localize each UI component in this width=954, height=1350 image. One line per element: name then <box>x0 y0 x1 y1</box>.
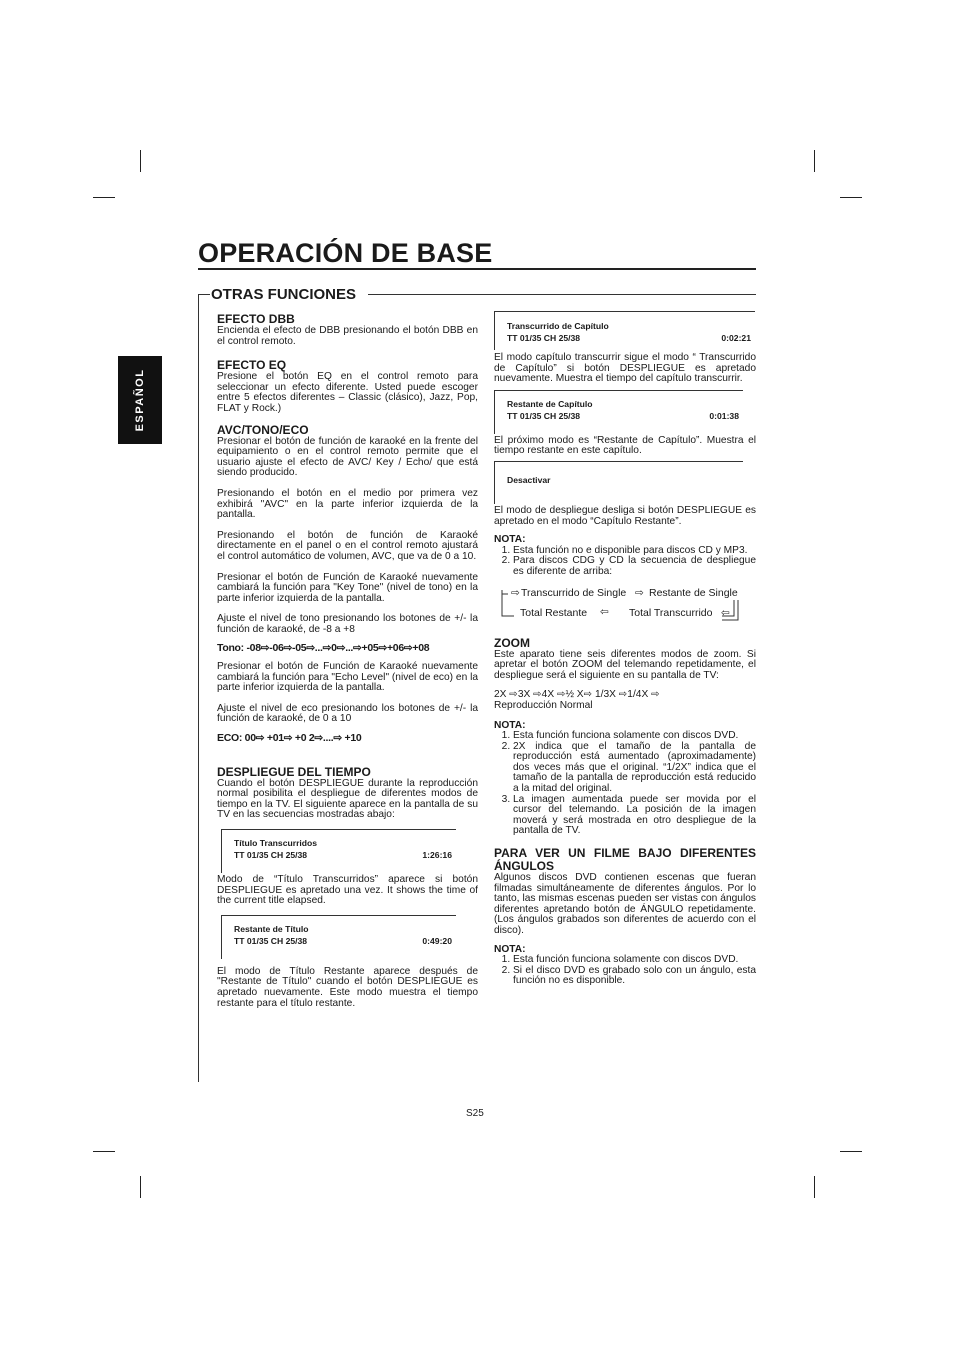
crop-mark <box>840 197 862 198</box>
note-item: 3. La imagen aumentada puede ser movida por el cursor del telemando. La posición de la imagen moverá y será mostrada en otro despliegue de la pantalla de TV. <box>513 795 756 837</box>
display-box-info: TT 01/35 CH 25/38 <box>507 410 581 421</box>
arrow-icon: ⇦ <box>721 606 730 619</box>
section-border <box>198 294 199 1082</box>
display-box-title: Restante de Título <box>234 923 309 934</box>
display-box-info: TT 01/35 CH 25/38 <box>507 333 581 343</box>
avc-paragraph: Presionando el botón de función de Karaoké directamente en el panel o en el control remoto ajustará el control automático de volumen, AVC, que va de 0 a 10. <box>217 529 478 562</box>
angle-text: Algunos discos DVD contienen escenas que fueran filmadas simultáneamente de diferentes ángulos. Por lo tanto, las mismas escenas pueden ser vistas con ángulos diferentes apretando botón de ÁNGULO repetidamente. (Los ángulos grabados son diferentes de acuerdo con el disco). <box>494 872 756 936</box>
display-box-info: TT 01/35 CH 25/38 <box>234 850 308 860</box>
display-paragraph: El modo capítulo transcurrir sigue el modo “ Transcurrido de Capítulo” si botón DESPLIEGUE es apretado nuevamente. Muestra el tiempo del capítulo transcurrir. <box>494 352 756 385</box>
zoom-heading: ZOOM <box>494 635 530 650</box>
avc-paragraph: Presionar el botón de función de karaoké en la frente del equipamiento o en el control remoto permite que el usuario ajuste el efecto de AVC/ Key / Echo/ que está siendo producido. <box>217 435 478 479</box>
eco-sequence: ECO: 00⇨ +01⇨ +0 2⇨....⇨ +10 <box>217 732 362 745</box>
display-box <box>221 915 456 959</box>
crop-mark <box>140 150 141 172</box>
note-item: 2. Para discos CDG y CD la secuencia de despliegue es diferente de arriba: <box>513 556 756 577</box>
display-box <box>221 829 456 873</box>
right-column <box>494 311 756 987</box>
cdg-sequence-diagram <box>494 586 756 626</box>
dbb-text: Encienda el efecto de DBB presionando el botón DBB en el control remoto. <box>217 325 478 347</box>
display-paragraph: El próximo modo es “Restante de Capítulo”. Muestra el tiempo restante en este capítulo. <box>494 434 756 457</box>
display-box-info: TT 01/35 CH 25/38 <box>234 935 308 946</box>
display-box-title: Desactivar <box>507 474 551 485</box>
display-box <box>494 390 743 434</box>
page-number: S25 <box>466 1108 484 1119</box>
note-item: 1. Esta función funciona solamente con discos DVD. <box>513 731 756 742</box>
avc-heading: AVC/TONO/ECO <box>217 422 309 437</box>
display-box-time: 0:02:21 <box>721 333 751 343</box>
note-heading: NOTA: <box>494 719 526 731</box>
note-item: 2. 2X indica que el tamaño de la pantalla de reproducción está aumentado (aproximadamente) dos veces más que el original. “1/2X” indica que el tamaño de la pantalla de reproducción está reducido a la mitad del original. <box>513 742 756 795</box>
note-item: 1. Esta función no e disponible para discos CD y MP3. <box>513 546 756 557</box>
display-box-time: 0:01:38 <box>709 410 739 421</box>
note-list <box>494 731 756 837</box>
title-rule <box>198 268 756 270</box>
display-box <box>494 461 743 504</box>
eq-heading: EFECTO EQ <box>217 358 287 373</box>
display-box <box>494 311 755 350</box>
dbb-heading: EFECTO DBB <box>217 312 295 326</box>
eq-text: Presione el botón EQ en el control remoto para seleccionar un efecto diferente. Usted puede escoger entre 5 efectos diferentes – Classic (clásico), Jazz, Pop, FLAT y Rock.) <box>217 371 478 414</box>
time-paragraph: El modo de Título Restante aparece después de "Restante de Título" cuando el botón DESPLIEGUE es apretado nuevamente. Este modo muestra el tiempo restante para el título restante. <box>217 965 478 1009</box>
crop-mark <box>814 150 815 172</box>
note-item: 1. Esta función funciona solamente con discos DVD. <box>513 955 756 966</box>
avc-paragraph: Presionar el botón de Función de Karaoké nuevamente cambiará la función para "Echo Level" (nivel de eco) en la parte inferior izquierda de la pantalla. <box>217 661 478 694</box>
diagram-label: Restante de Single <box>649 586 738 599</box>
zoom-sequence: 2X ⇨3X ⇨4X ⇨½ X⇨ 1/3X ⇨1/4X ⇨ Reproducción Normal <box>494 689 660 711</box>
crop-mark <box>93 1151 115 1152</box>
note-list <box>494 955 756 987</box>
language-tab <box>118 356 162 444</box>
display-box-time: 1:26:16 <box>422 850 452 860</box>
left-column <box>217 313 478 1009</box>
section-title: OTRAS FUNCIONES <box>211 286 357 303</box>
avc-paragraph: Presionando el botón en el medio por primera vez exhibirá "AVC" en la parte inferior izquierda de la pantalla. <box>217 487 478 521</box>
page-title: OPERACIÓN DE BASE <box>198 238 493 268</box>
display-box-title: Transcurrido de Capítulo <box>507 321 609 331</box>
avc-paragraph: Ajuste el nivel de tono presionando los botones de +/- la función de karaoké, de -8 a +8 <box>217 613 478 635</box>
tono-sequence: Tono: -08⇨-06⇨-05⇨...⇨0⇨...⇨+05⇨+06⇨+08 <box>217 642 430 655</box>
crop-mark <box>93 197 115 198</box>
diagram-label: Total Transcurrido <box>629 606 713 619</box>
time-text: Cuando el botón DESPLIEGUE durante la reproducción normal posibilita el despliegue de diferentes modos de tiempo en la TV. El siguiente aparece en la pantalla de su TV en las secuencias mostradas abajo: <box>217 777 478 821</box>
crop-mark <box>814 1176 815 1198</box>
time-heading: DESPLIEGUE DEL TIEMPO <box>217 764 371 779</box>
display-box-time: 0:49:20 <box>422 935 452 946</box>
note-heading: NOTA: <box>494 534 526 546</box>
time-paragraph: Modo de “Título Transcurridos” aparece si botón DESPLIEGUE es apretado una vez. It shows the time of the current title elapsed. <box>217 874 478 907</box>
crop-mark <box>140 1176 141 1198</box>
note-heading: NOTA: <box>494 943 526 955</box>
display-box-title: Restante de Capítulo <box>507 398 593 409</box>
arrow-icon: ⇨ <box>635 586 644 599</box>
display-paragraph: El modo de despliegue desliga si botón DESPLIEGUE es apretado en el modo “Capítulo Restante”. <box>494 504 756 527</box>
zoom-text: Este aparato tiene seis diferentes modos de zoom. Si apretar el botón ZOOM del telemando repetidamente, el despliegue será el siguiente en su pantalla de TV: <box>494 648 756 681</box>
arrow-left-icon: ⇦ <box>600 605 609 618</box>
arrow-icon: ⇨ <box>511 586 520 599</box>
note-list <box>494 546 756 578</box>
note-item: 2. Si el disco DVD es grabado solo con un ángulo, esta función no es disponible. <box>513 966 756 987</box>
language-tab-label: ESPAÑOL <box>134 368 146 432</box>
section-rule <box>368 294 756 295</box>
section-rule <box>198 294 210 295</box>
diagram-label: Transcurrido de Single <box>521 586 627 599</box>
angle-heading: PARA VER UN FILME BAJO DIFERENTES ÁNGULOS <box>494 846 756 874</box>
avc-paragraph: Presionar el botón de Función de Karaoké nuevamente cambiará la función para "Key Tone" (nivel de tono) en la parte inferior izquierda de la pantalla. <box>217 571 478 604</box>
crop-mark <box>840 1151 862 1152</box>
diagram-label: Total Restante <box>520 606 588 619</box>
avc-paragraph: Ajuste el nivel de eco presionando los botones de +/- la función de karaoké, de 0 a 10 <box>217 702 478 725</box>
display-box-title: Título Transcurridos <box>234 838 318 848</box>
